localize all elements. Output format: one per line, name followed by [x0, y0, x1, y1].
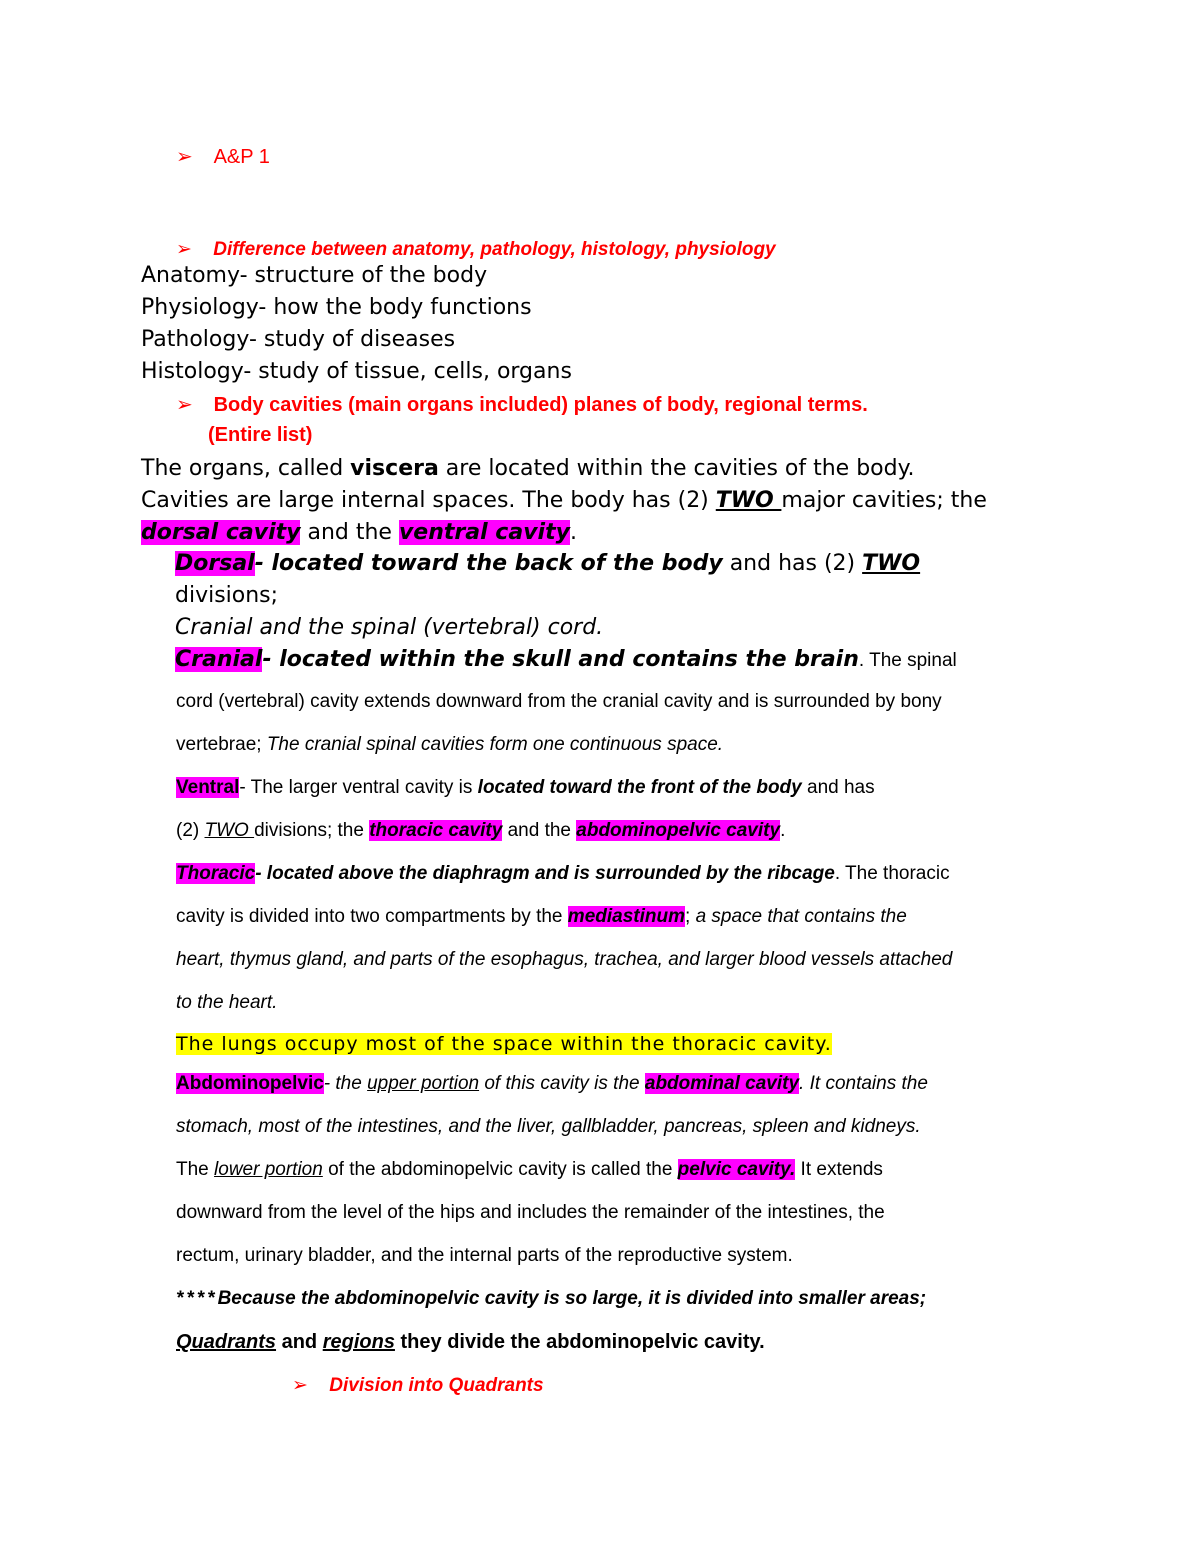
text: major cavities; the [781, 488, 987, 513]
text: and the [300, 520, 399, 545]
text: ; [685, 906, 696, 927]
doc-title: A&P 1 [213, 146, 270, 168]
thoracic-definition: - located above the diaphragm and is surrounded by the ribcage [255, 863, 835, 884]
text: . It contains the [799, 1073, 928, 1094]
bullet-arrow-icon: ➢ [292, 1374, 308, 1396]
thoracic-line-2 [176, 906, 907, 928]
text: of the abdominopelvic cavity is called the [322, 1159, 678, 1180]
text: The cranial spinal cavities form one continuous space. [266, 734, 724, 755]
abdominopelvic-line-3 [176, 1159, 883, 1181]
bullet-arrow-icon: ➢ [176, 392, 193, 416]
text: The organs, called [141, 456, 351, 481]
ventral-divisions-line [176, 820, 785, 842]
term-mediastinum: mediastinum [567, 906, 685, 927]
text: and has [801, 777, 875, 798]
section2-heading: Body cavities (main organs included) planes of body, regional terms. [213, 394, 868, 416]
bullet-arrow-icon: ➢ [176, 144, 193, 168]
text: . The thoracic [834, 863, 950, 884]
ventral-definition: located toward the front of the body [477, 777, 802, 798]
text: Cavities are large internal spaces. The body has (2) [141, 488, 716, 513]
text: vertebrae; [176, 734, 267, 755]
text: . [780, 820, 786, 841]
ventral-line [176, 777, 875, 799]
text: - the [323, 1073, 368, 1094]
cranial-line [175, 647, 957, 672]
thoracic-line [176, 863, 950, 885]
text: - [254, 551, 272, 576]
section1-heading: Difference between anatomy, pathology, histology, physiology [213, 239, 776, 260]
term-pelvic-cavity: pelvic cavity. [677, 1159, 796, 1180]
definition-physiology: Physiology- how the body functions [141, 295, 532, 320]
term-abdominopelvic: Abdominopelvic [176, 1073, 324, 1094]
cranial-line-2: cord (vertebral) cavity extends downward from the cranial cavity and is surrounded by bony [176, 691, 942, 712]
term-viscera: viscera [350, 456, 439, 481]
definition-histology: Histology- study of tissue, cells, organs [141, 359, 572, 384]
text: divisions; the [254, 820, 370, 841]
emphasis-two: TWO [204, 820, 255, 841]
section3-heading: Division into Quadrants [329, 1375, 544, 1396]
term-dorsal: Dorsal [175, 551, 255, 576]
text: It extends [795, 1159, 883, 1180]
dorsal-line [175, 551, 920, 576]
term-regions: regions [322, 1331, 395, 1353]
note-text: Because the abdominopelvic cavity is so large, it is divided into smaller areas; [217, 1288, 927, 1309]
term-abdominopelvic-cavity: abdominopelvic cavity [576, 820, 781, 841]
section1-heading-line [176, 238, 776, 261]
text: The [176, 1159, 215, 1180]
dorsal-definition: located toward the back of the body [271, 551, 723, 576]
section3-heading-line [292, 1374, 544, 1397]
emphasis-two: TWO [715, 488, 782, 513]
text: they divide the abdominopelvic cavity. [394, 1331, 765, 1353]
abdominopelvic-line-5: rectum, urinary bladder, and the internal parts of the reproductive system. [176, 1245, 793, 1266]
term-thoracic: Thoracic [176, 863, 256, 884]
text: and has (2) [722, 551, 863, 576]
text: and the [502, 820, 577, 841]
text: (2) [176, 820, 205, 841]
viscera-line [141, 456, 914, 481]
term-abdominal-cavity: abdominal cavity [644, 1073, 800, 1094]
quadrants-regions-line [176, 1331, 765, 1354]
text: and [276, 1331, 323, 1353]
emphasis-two: TWO [862, 551, 921, 576]
cavities-line [141, 488, 987, 513]
text: cavity is divided into two compartments by the [176, 906, 568, 927]
cranial-definition: - located within the skull and contains the brain [262, 647, 859, 672]
abdominopelvic-line-2: stomach, most of the intestines, and the liver, gallbladder, pancreas, spleen and kidneys. [176, 1116, 921, 1137]
lower-portion: lower portion [214, 1159, 323, 1180]
abdominopelvic-line-4: downward from the level of the hips and includes the remainder of the intestines, the [176, 1202, 885, 1223]
thoracic-line-3: heart, thymus gland, and parts of the esophagus, trachea, and larger blood vessels attached [176, 949, 953, 970]
section2-heading-line [176, 392, 868, 417]
definition-pathology: Pathology- study of diseases [141, 327, 456, 352]
major-cavities-line [141, 520, 577, 545]
title-line [176, 144, 270, 169]
term-cranial: Cranial [175, 647, 263, 672]
text: of this cavity is the [479, 1073, 645, 1094]
term-dorsal-cavity: dorsal cavity [141, 520, 301, 545]
text: - The larger ventral cavity is [239, 777, 478, 798]
dorsal-division-names: Cranial and the spinal (vertebral) cord. [175, 615, 604, 640]
text: a space that contains the [695, 906, 907, 927]
bullet-arrow-icon: ➢ [176, 238, 192, 260]
note-line [176, 1288, 926, 1310]
definition-anatomy: Anatomy- structure of the body [141, 263, 488, 288]
term-thoracic-cavity: thoracic cavity [369, 820, 503, 841]
text: . The spinal [858, 650, 957, 671]
text: are located within the cavities of the body. [438, 456, 915, 481]
term-ventral-cavity: ventral cavity [398, 520, 570, 545]
lungs-highlight: The lungs occupy most of the space within the thoracic cavity. [176, 1033, 832, 1055]
upper-portion: upper portion [367, 1073, 480, 1094]
note-stars: **** [176, 1288, 218, 1309]
thoracic-line-4: to the heart. [176, 992, 278, 1013]
abdominopelvic-line [176, 1073, 928, 1095]
term-quadrants: Quadrants [176, 1331, 277, 1353]
dorsal-divisions: divisions; [175, 583, 279, 608]
term-ventral: Ventral [176, 777, 240, 798]
cranial-line-3 [176, 734, 723, 756]
text: . [569, 520, 577, 545]
section2-subheading: (Entire list) [208, 424, 313, 446]
